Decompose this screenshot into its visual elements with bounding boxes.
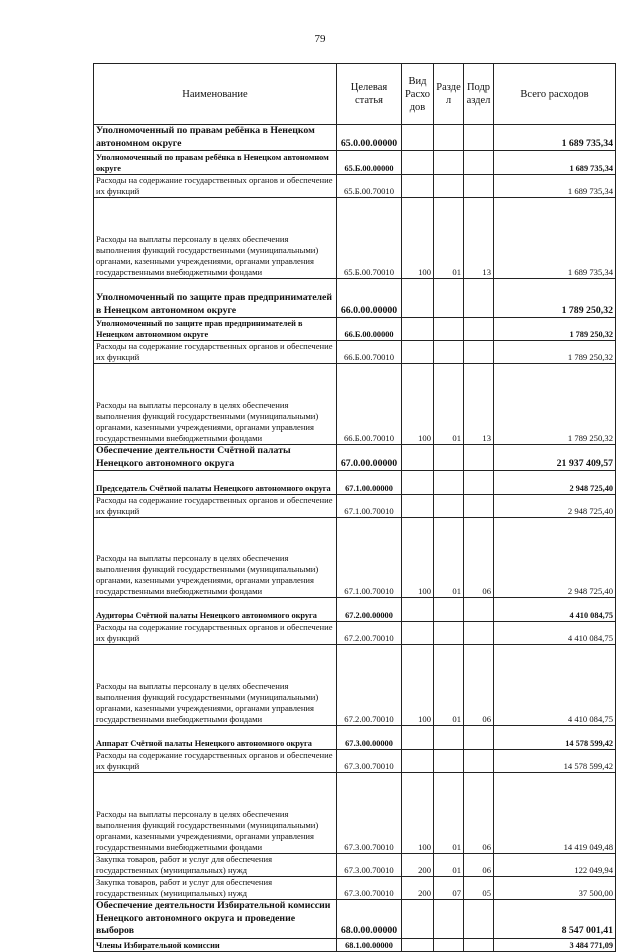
row-expense-type: [402, 598, 434, 622]
row-total: 1 789 250,32: [494, 364, 616, 445]
table-row: [94, 900, 616, 939]
table-row: [94, 279, 616, 318]
row-expense-type: [402, 938, 434, 951]
table-row: [94, 773, 616, 854]
row-expense-type: [402, 471, 434, 495]
row-subsection: [464, 471, 494, 495]
row-expense-type: [402, 151, 434, 175]
row-name: Обеспечение деятельности Избирательной комиссии Ненецкого автономного округа и проведение выборов: [94, 900, 337, 939]
row-name: Расходы на выплаты персоналу в целях обеспечения выполнения функций государственными (муниципальными) органами, казенными учреждениями, органами управления государственными внебюджетными фондами: [94, 645, 337, 726]
row-target-code: 65.0.00.00000: [337, 125, 402, 151]
table-row: [94, 445, 616, 471]
row-subsection: 06: [464, 773, 494, 854]
table-row: [94, 198, 616, 279]
row-subsection: 06: [464, 645, 494, 726]
row-section: 01: [434, 645, 464, 726]
row-section: 07: [434, 877, 464, 900]
row-total: 2 948 725,40: [494, 495, 616, 518]
row-section: 01: [434, 518, 464, 598]
expenditure-table: [93, 63, 616, 952]
row-target-code: 67.2.00.00000: [337, 598, 402, 622]
row-expense-type: [402, 341, 434, 364]
row-total: 1 789 250,32: [494, 279, 616, 318]
row-name: Уполномоченный по защите прав предпринимателей в Ненецком автономном округе: [94, 279, 337, 318]
row-total: 1 689 735,34: [494, 198, 616, 279]
row-name: Председатель Счётной палаты Ненецкого автономного округа: [94, 471, 337, 495]
row-target-code: 66.Б.00.70010: [337, 341, 402, 364]
row-subsection: [464, 900, 494, 939]
row-subsection: [464, 726, 494, 750]
row-target-code: 67.3.00.70010: [337, 773, 402, 854]
row-name: Закупка товаров, работ и услуг для обеспечения государственных (муниципальных) нужд: [94, 877, 337, 900]
row-section: [434, 318, 464, 341]
table-row: [94, 175, 616, 198]
row-total: 4 410 084,75: [494, 622, 616, 645]
row-total: 1 689 735,34: [494, 125, 616, 151]
table-row: [94, 854, 616, 877]
row-expense-type: [402, 318, 434, 341]
row-expense-type: 100: [402, 198, 434, 279]
row-total: 8 547 001,41: [494, 900, 616, 939]
row-target-code: 67.0.00.00000: [337, 445, 402, 471]
row-name: Расходы на выплаты персоналу в целях обеспечения выполнения функций государственными (муниципальными) органами, казенными учреждениями, органами управления государственными внебюджетными фондами: [94, 364, 337, 445]
row-name: Расходы на выплаты персоналу в целях обеспечения выполнения функций государственными (муниципальными) органами, казенными учреждениями, органами управления государственными внебюджетными фондами: [94, 773, 337, 854]
row-section: 01: [434, 198, 464, 279]
row-target-code: 67.1.00.70010: [337, 518, 402, 598]
row-target-code: 66.Б.00.70010: [337, 364, 402, 445]
page-number: 79: [314, 33, 326, 45]
row-total: 1 789 250,32: [494, 341, 616, 364]
row-section: [434, 750, 464, 773]
row-name: Расходы на содержание государственных органов и обеспечение их функций: [94, 341, 337, 364]
table-row: [94, 622, 616, 645]
row-section: [434, 279, 464, 318]
row-section: [434, 726, 464, 750]
row-expense-type: [402, 900, 434, 939]
row-name: Обеспечение деятельности Счётной палаты Ненецкого автономного округа: [94, 445, 337, 471]
row-name: Расходы на выплаты персоналу в целях обеспечения выполнения функций государственными (муниципальными) органами, казенными учреждениями, органами управления государственными внебюджетными фондами: [94, 198, 337, 279]
row-target-code: 65.Б.00.70010: [337, 198, 402, 279]
header-total: Всего расходов: [494, 64, 616, 125]
row-expense-type: [402, 750, 434, 773]
row-name: Аппарат Счётной палаты Ненецкого автономного округа: [94, 726, 337, 750]
row-total: 1 689 735,34: [494, 151, 616, 175]
table-row: [94, 877, 616, 900]
row-total: 4 410 084,75: [494, 645, 616, 726]
row-total: 14 419 049,48: [494, 773, 616, 854]
row-target-code: 67.1.00.70010: [337, 495, 402, 518]
row-name: Расходы на выплаты персоналу в целях обеспечения выполнения функций государственными (муниципальными) органами, казенными учреждениями, органами управления государственными внебюджетными фондами: [94, 518, 337, 598]
row-expense-type: [402, 726, 434, 750]
row-section: [434, 151, 464, 175]
row-section: [434, 175, 464, 198]
row-target-code: 67.1.00.00000: [337, 471, 402, 495]
row-subsection: [464, 125, 494, 151]
table-row: [94, 495, 616, 518]
row-section: [434, 341, 464, 364]
row-section: [434, 445, 464, 471]
row-name: Члены Избирательной комиссии: [94, 938, 337, 951]
table-row: [94, 151, 616, 175]
row-subsection: [464, 341, 494, 364]
row-name: Расходы на содержание государственных органов и обеспечение их функций: [94, 622, 337, 645]
row-section: [434, 622, 464, 645]
row-total: 1 689 735,34: [494, 175, 616, 198]
header-target: Целевая статья: [337, 64, 402, 125]
row-name: Расходы на содержание государственных органов и обеспечение их функций: [94, 495, 337, 518]
row-expense-type: [402, 622, 434, 645]
row-name: Закупка товаров, работ и услуг для обеспечения государственных (муниципальных) нужд: [94, 854, 337, 877]
row-target-code: 68.1.00.00000: [337, 938, 402, 951]
table-header-row: [94, 64, 616, 125]
row-target-code: 67.3.00.00000: [337, 726, 402, 750]
header-name: Наименование: [94, 64, 337, 125]
table-row: [94, 750, 616, 773]
table-row: [94, 726, 616, 750]
row-subsection: [464, 938, 494, 951]
row-target-code: 65.Б.00.70010: [337, 175, 402, 198]
header-type: Вид Расхо дов: [402, 64, 434, 125]
row-expense-type: [402, 175, 434, 198]
row-target-code: 67.2.00.70010: [337, 645, 402, 726]
row-target-code: 67.2.00.70010: [337, 622, 402, 645]
row-total: 4 410 084,75: [494, 598, 616, 622]
row-expense-type: 100: [402, 364, 434, 445]
row-section: [434, 471, 464, 495]
row-section: 01: [434, 773, 464, 854]
row-total: 2 948 725,40: [494, 518, 616, 598]
row-subsection: 13: [464, 198, 494, 279]
row-target-code: 66.0.00.00000: [337, 279, 402, 318]
row-section: [434, 125, 464, 151]
row-subsection: [464, 445, 494, 471]
row-expense-type: [402, 445, 434, 471]
row-expense-type: [402, 125, 434, 151]
row-subsection: [464, 175, 494, 198]
row-subsection: [464, 151, 494, 175]
row-section: [434, 598, 464, 622]
row-subsection: [464, 622, 494, 645]
row-subsection: [464, 598, 494, 622]
table-row: [94, 318, 616, 341]
row-subsection: [464, 318, 494, 341]
table-row: [94, 938, 616, 951]
row-name: Уполномоченный по правам ребёнка в Ненецком автономном округе: [94, 125, 337, 151]
row-section: 01: [434, 364, 464, 445]
row-expense-type: [402, 495, 434, 518]
row-total: 37 500,00: [494, 877, 616, 900]
row-expense-type: 100: [402, 773, 434, 854]
row-section: 01: [434, 854, 464, 877]
row-total: 122 049,94: [494, 854, 616, 877]
row-target-code: 65.Б.00.00000: [337, 151, 402, 175]
table-row: [94, 364, 616, 445]
table-row: [94, 471, 616, 495]
table-row: [94, 598, 616, 622]
table-row: [94, 341, 616, 364]
row-subsection: 05: [464, 877, 494, 900]
row-name: Уполномоченный по защите прав предпринимателей в Ненецком автономном округе: [94, 318, 337, 341]
row-section: [434, 495, 464, 518]
header-section: Разде л: [434, 64, 464, 125]
row-name: Расходы на содержание государственных органов и обеспечение их функций: [94, 175, 337, 198]
row-subsection: [464, 750, 494, 773]
row-total: 1 789 250,32: [494, 318, 616, 341]
row-total: 21 937 409,57: [494, 445, 616, 471]
row-expense-type: 200: [402, 877, 434, 900]
row-name: Уполномоченный по правам ребёнка в Ненецком автономном округе: [94, 151, 337, 175]
row-total: 14 578 599,42: [494, 750, 616, 773]
row-name: Аудиторы Счётной палаты Ненецкого автономного округа: [94, 598, 337, 622]
table-row: [94, 518, 616, 598]
row-total: 2 948 725,40: [494, 471, 616, 495]
table-row: [94, 645, 616, 726]
row-subsection: [464, 495, 494, 518]
header-subsection: Подр аздел: [464, 64, 494, 125]
row-section: [434, 900, 464, 939]
row-expense-type: 200: [402, 854, 434, 877]
row-section: [434, 938, 464, 951]
row-target-code: 66.Б.00.00000: [337, 318, 402, 341]
row-target-code: 68.0.00.00000: [337, 900, 402, 939]
row-total: 14 578 599,42: [494, 726, 616, 750]
row-subsection: 13: [464, 364, 494, 445]
row-expense-type: 100: [402, 518, 434, 598]
row-expense-type: [402, 279, 434, 318]
row-subsection: 06: [464, 854, 494, 877]
row-target-code: 67.3.00.70010: [337, 854, 402, 877]
row-name: Расходы на содержание государственных органов и обеспечение их функций: [94, 750, 337, 773]
row-subsection: [464, 279, 494, 318]
row-target-code: 67.3.00.70010: [337, 750, 402, 773]
table-row: [94, 125, 616, 151]
row-expense-type: 100: [402, 645, 434, 726]
row-target-code: 67.3.00.70010: [337, 877, 402, 900]
row-subsection: 06: [464, 518, 494, 598]
row-total: 3 484 771,09: [494, 938, 616, 951]
